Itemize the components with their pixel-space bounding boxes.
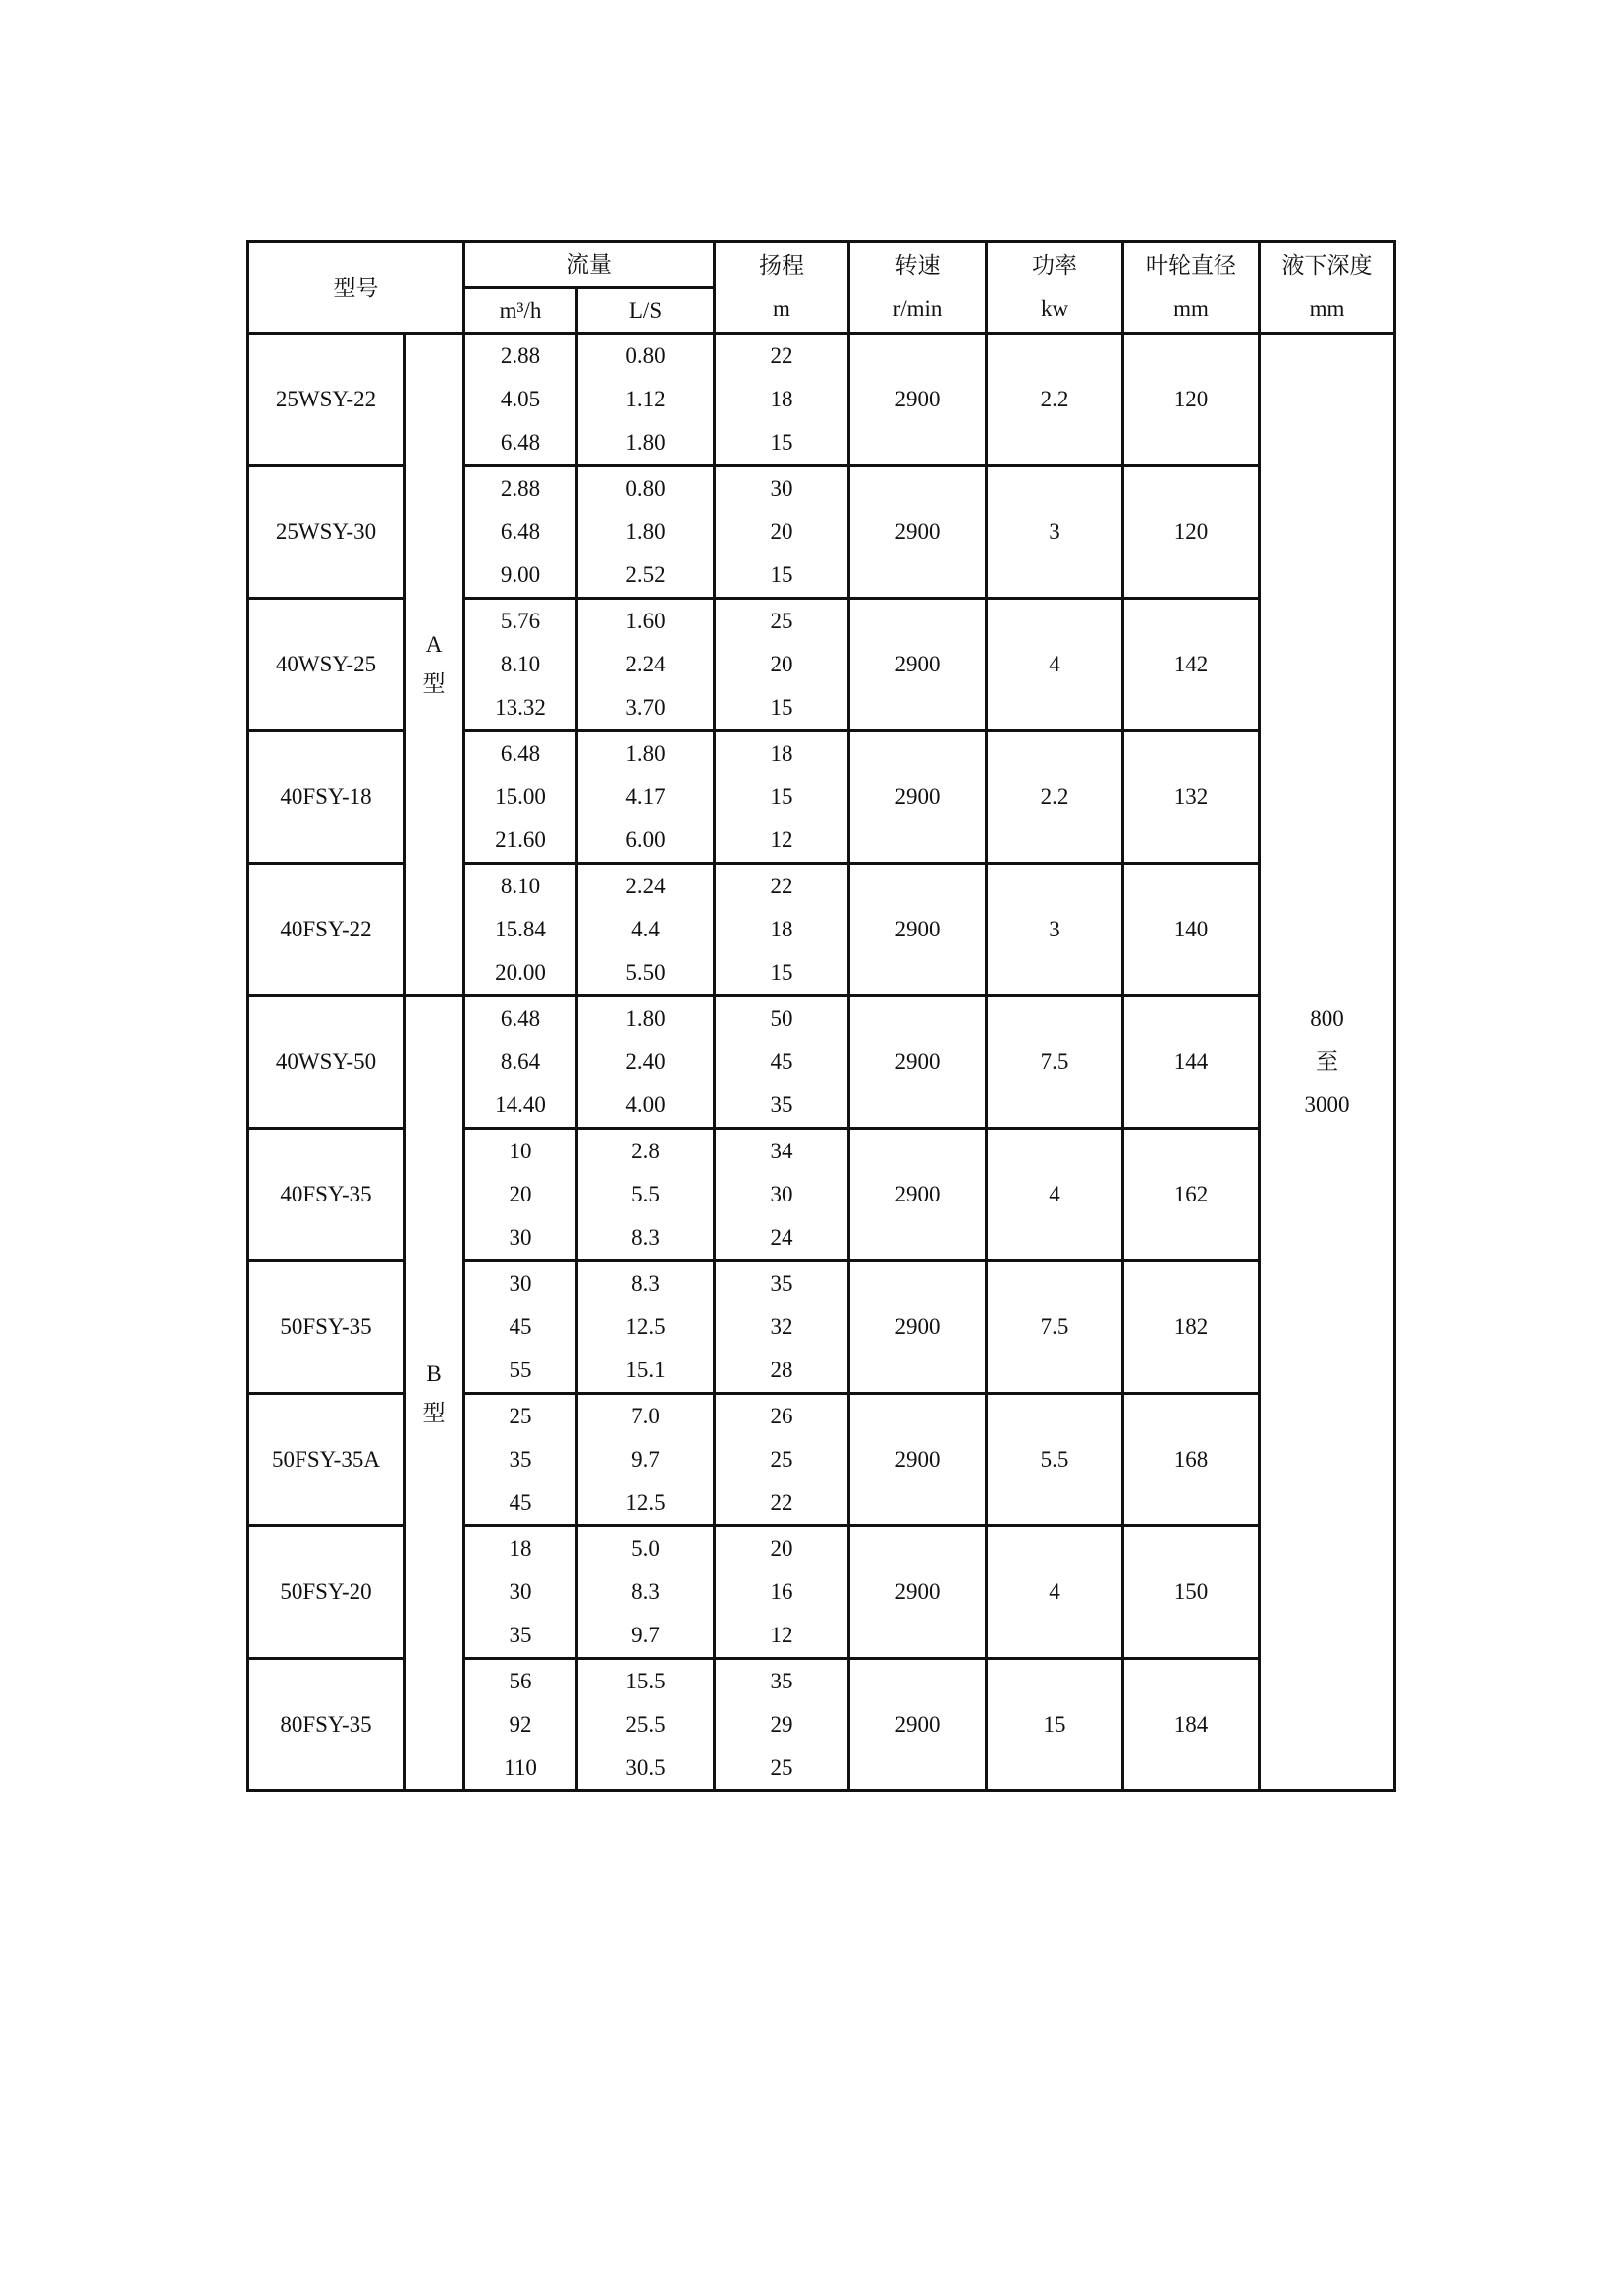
flow-m3h-cell: 10 <box>464 1129 577 1174</box>
head-cell: 12 <box>715 1614 849 1659</box>
flow-ls-cell: 5.5 <box>577 1173 715 1216</box>
flow-m3h-cell: 6.48 <box>464 996 577 1041</box>
flow-m3h-cell: 30 <box>464 1216 577 1261</box>
flow-ls-cell: 12.5 <box>577 1481 715 1526</box>
flow-ls-cell: 1.80 <box>577 510 715 554</box>
flow-ls-cell: 1.80 <box>577 996 715 1041</box>
flow-ls-cell: 1.12 <box>577 378 715 421</box>
flow-m3h-cell: 5.76 <box>464 599 577 644</box>
flow-ls-cell: 12.5 <box>577 1306 715 1349</box>
speed-header-label: 转速 <box>894 253 941 278</box>
flow-ls-cell: 4.00 <box>577 1084 715 1129</box>
flow-ls-cell: 5.50 <box>577 951 715 996</box>
flow-ls-cell: 1.80 <box>577 731 715 776</box>
head-cell: 50 <box>715 996 849 1041</box>
power-cell: 7.5 <box>987 996 1123 1129</box>
impeller-cell: 120 <box>1123 466 1260 599</box>
head-cell: 25 <box>715 1746 849 1791</box>
type-a-letter: A <box>425 632 443 657</box>
impeller-cell: 120 <box>1123 334 1260 466</box>
flow-m3h-cell: 2.88 <box>464 466 577 511</box>
power-cell: 7.5 <box>987 1261 1123 1394</box>
flow-m3h-cell: 20.00 <box>464 951 577 996</box>
impeller-cell: 142 <box>1123 599 1260 731</box>
flow-m3h-cell: 35 <box>464 1438 577 1481</box>
power-cell: 3 <box>987 864 1123 996</box>
flow-m3h-cell: 18 <box>464 1526 577 1572</box>
head-cell: 15 <box>715 421 849 466</box>
impeller-cell: 150 <box>1123 1526 1260 1659</box>
flow-m3h-cell: 45 <box>464 1481 577 1526</box>
flow-ls-cell: 7.0 <box>577 1394 715 1439</box>
flow-m3h-cell: 9.00 <box>464 554 577 599</box>
depth-to: 3000 <box>1304 1093 1350 1117</box>
speed-cell: 2900 <box>849 466 987 599</box>
head-cell: 15 <box>715 686 849 731</box>
flow-ls-cell: 4.4 <box>577 908 715 951</box>
flow-ls-cell: 2.8 <box>577 1129 715 1174</box>
flow-m3h-cell: 14.40 <box>464 1084 577 1129</box>
head-cell: 22 <box>715 1481 849 1526</box>
speed-cell: 2900 <box>849 864 987 996</box>
head-cell: 30 <box>715 466 849 511</box>
type-a-cell <box>405 334 464 996</box>
flow-ls-cell: 25.5 <box>577 1703 715 1746</box>
flow-m3h-cell: 20 <box>464 1173 577 1216</box>
speed-cell: 2900 <box>849 599 987 731</box>
flow-m3h-cell: 110 <box>464 1746 577 1791</box>
speed-cell: 2900 <box>849 731 987 864</box>
impeller-cell: 144 <box>1123 996 1260 1129</box>
power-cell: 5.5 <box>987 1394 1123 1526</box>
flow-m3h-cell: 6.48 <box>464 421 577 466</box>
flow-m3h-cell: 92 <box>464 1703 577 1746</box>
power-header-label: 功率 <box>1032 253 1077 278</box>
head-cell: 12 <box>715 819 849 864</box>
flow-ls-cell: 9.7 <box>577 1438 715 1481</box>
table-row <box>248 996 1395 1041</box>
table-header <box>248 242 1395 334</box>
flow-m3h-cell: 55 <box>464 1349 577 1394</box>
model-name-cell: 40FSY-35 <box>248 1129 405 1261</box>
flow-ls-cell: 5.0 <box>577 1526 715 1572</box>
flow-m3h-cell: 4.05 <box>464 378 577 421</box>
flow-ls-cell: 8.3 <box>577 1216 715 1261</box>
flow-m3h-cell: 15.84 <box>464 908 577 951</box>
model-name-cell: 40WSY-50 <box>248 996 405 1129</box>
head-cell: 30 <box>715 1173 849 1216</box>
head-cell: 45 <box>715 1041 849 1084</box>
impeller-cell: 182 <box>1123 1261 1260 1394</box>
speed-cell: 2900 <box>849 1261 987 1394</box>
flow-ls-cell: 2.52 <box>577 554 715 599</box>
head-header-unit: m <box>773 296 790 321</box>
head-cell: 20 <box>715 643 849 686</box>
head-cell: 29 <box>715 1703 849 1746</box>
flow-ls-cell: 15.5 <box>577 1659 715 1704</box>
flow-m3h-header: m³/h <box>464 288 577 334</box>
flow-ls-cell: 0.80 <box>577 334 715 379</box>
model-name-cell: 40WSY-25 <box>248 599 405 731</box>
head-cell: 24 <box>715 1216 849 1261</box>
flow-m3h-cell: 8.10 <box>464 864 577 909</box>
depth-header <box>1260 242 1395 334</box>
head-cell: 25 <box>715 1438 849 1481</box>
speed-cell: 2900 <box>849 1394 987 1526</box>
pump-spec-table <box>246 240 1396 1792</box>
impeller-cell: 132 <box>1123 731 1260 864</box>
flow-m3h-cell: 8.10 <box>464 643 577 686</box>
flow-ls-header: L/S <box>577 288 715 334</box>
flow-m3h-cell: 25 <box>464 1394 577 1439</box>
power-cell: 2.2 <box>987 334 1123 466</box>
model-header: 型号 <box>248 242 464 334</box>
speed-cell: 2900 <box>849 334 987 466</box>
head-cell: 15 <box>715 951 849 996</box>
impeller-cell: 140 <box>1123 864 1260 996</box>
table-row <box>248 334 1395 379</box>
head-header-label: 扬程 <box>759 253 804 278</box>
impeller-cell: 184 <box>1123 1659 1260 1791</box>
model-name-cell: 40FSY-22 <box>248 864 405 996</box>
flow-ls-cell: 30.5 <box>577 1746 715 1791</box>
impeller-header-label: 叶轮直径 <box>1146 253 1236 278</box>
flow-m3h-cell: 35 <box>464 1614 577 1659</box>
depth-cell <box>1260 334 1395 1791</box>
flow-ls-cell: 2.24 <box>577 864 715 909</box>
flow-m3h-cell: 6.48 <box>464 731 577 776</box>
head-cell: 20 <box>715 1526 849 1572</box>
flow-ls-cell: 4.17 <box>577 775 715 819</box>
model-name-cell: 50FSY-35A <box>248 1394 405 1526</box>
head-cell: 28 <box>715 1349 849 1394</box>
speed-cell: 2900 <box>849 1526 987 1659</box>
flow-m3h-cell: 45 <box>464 1306 577 1349</box>
model-name-cell: 50FSY-20 <box>248 1526 405 1659</box>
model-name-cell: 25WSY-22 <box>248 334 405 466</box>
head-cell: 22 <box>715 334 849 379</box>
power-header-unit: kw <box>1040 296 1069 321</box>
type-b-cell <box>405 996 464 1791</box>
head-cell: 15 <box>715 775 849 819</box>
flow-m3h-cell: 30 <box>464 1571 577 1614</box>
speed-header-unit: r/min <box>893 296 943 321</box>
type-b-letter: B <box>426 1361 442 1386</box>
head-header <box>715 242 849 334</box>
model-name-cell: 40FSY-18 <box>248 731 405 864</box>
model-name-cell: 25WSY-30 <box>248 466 405 599</box>
depth-from: 800 <box>1310 1006 1344 1031</box>
power-cell: 2.2 <box>987 731 1123 864</box>
power-cell: 4 <box>987 1526 1123 1659</box>
type-b-char: 型 <box>422 1400 446 1425</box>
head-cell: 18 <box>715 378 849 421</box>
power-cell: 4 <box>987 599 1123 731</box>
flow-m3h-cell: 56 <box>464 1659 577 1704</box>
speed-cell: 2900 <box>849 996 987 1129</box>
flow-ls-cell: 2.24 <box>577 643 715 686</box>
speed-cell: 2900 <box>849 1129 987 1261</box>
flow-ls-cell: 6.00 <box>577 819 715 864</box>
depth-to-word: 至 <box>1316 1049 1338 1074</box>
flow-ls-cell: 15.1 <box>577 1349 715 1394</box>
head-cell: 26 <box>715 1394 849 1439</box>
head-cell: 16 <box>715 1571 849 1614</box>
impeller-cell: 162 <box>1123 1129 1260 1261</box>
flow-ls-cell: 2.40 <box>577 1041 715 1084</box>
flow-ls-cell: 1.80 <box>577 421 715 466</box>
flow-ls-cell: 8.3 <box>577 1571 715 1614</box>
head-cell: 22 <box>715 864 849 909</box>
flow-m3h-cell: 15.00 <box>464 775 577 819</box>
flow-m3h-cell: 21.60 <box>464 819 577 864</box>
head-cell: 15 <box>715 554 849 599</box>
depth-header-label: 液下深度 <box>1281 253 1373 278</box>
speed-cell: 2900 <box>849 1659 987 1791</box>
head-cell: 35 <box>715 1084 849 1129</box>
head-cell: 32 <box>715 1306 849 1349</box>
impeller-header <box>1123 242 1260 334</box>
power-cell: 3 <box>987 466 1123 599</box>
impeller-cell: 168 <box>1123 1394 1260 1526</box>
head-cell: 34 <box>715 1129 849 1174</box>
power-header <box>987 242 1123 334</box>
flow-m3h-cell: 6.48 <box>464 510 577 554</box>
head-cell: 35 <box>715 1659 849 1704</box>
power-cell: 15 <box>987 1659 1123 1791</box>
flow-ls-cell: 1.60 <box>577 599 715 644</box>
speed-header <box>849 242 987 334</box>
depth-header-unit: mm <box>1309 296 1345 321</box>
model-name-cell: 50FSY-35 <box>248 1261 405 1394</box>
flow-ls-cell: 8.3 <box>577 1261 715 1307</box>
head-cell: 35 <box>715 1261 849 1307</box>
head-cell: 20 <box>715 510 849 554</box>
head-cell: 25 <box>715 599 849 644</box>
power-cell: 4 <box>987 1129 1123 1261</box>
flow-ls-cell: 9.7 <box>577 1614 715 1659</box>
flow-m3h-cell: 8.64 <box>464 1041 577 1084</box>
flow-header: 流量 <box>464 242 715 288</box>
type-a-char: 型 <box>422 671 446 696</box>
flow-m3h-cell: 13.32 <box>464 686 577 731</box>
table-body <box>248 334 1395 1791</box>
head-cell: 18 <box>715 731 849 776</box>
flow-ls-cell: 3.70 <box>577 686 715 731</box>
impeller-header-unit: mm <box>1173 296 1209 321</box>
head-cell: 18 <box>715 908 849 951</box>
flow-m3h-cell: 2.88 <box>464 334 577 379</box>
model-name-cell: 80FSY-35 <box>248 1659 405 1791</box>
flow-ls-cell: 0.80 <box>577 466 715 511</box>
flow-m3h-cell: 30 <box>464 1261 577 1307</box>
